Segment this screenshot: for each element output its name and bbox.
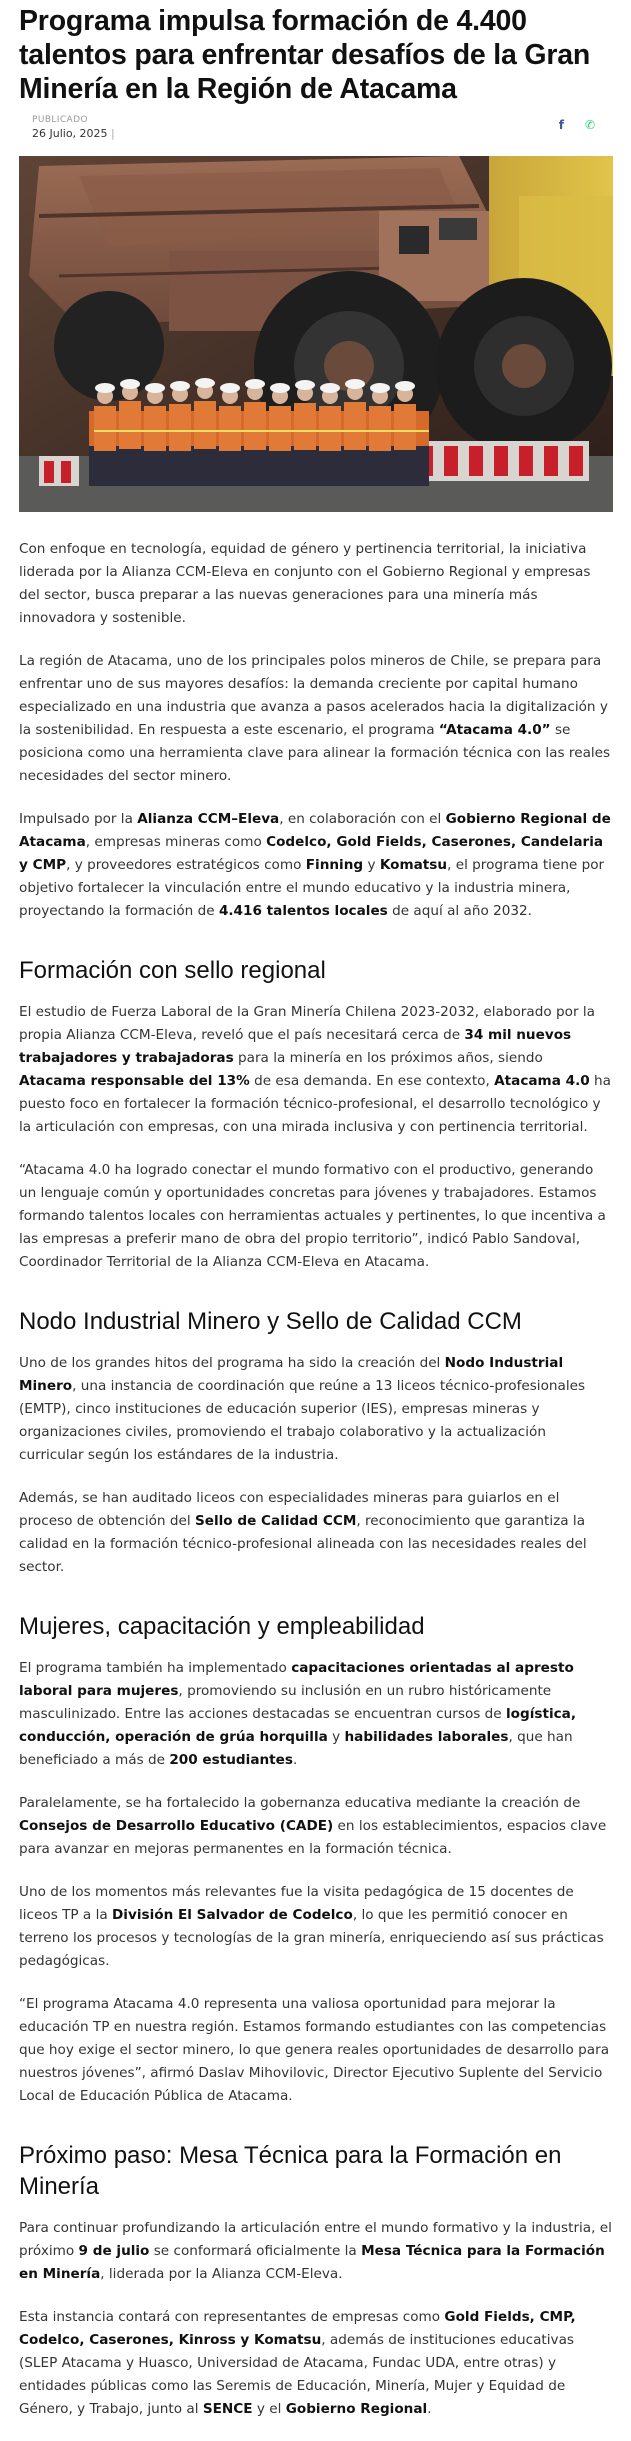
published-date [32,127,115,140]
paragraph-intro: Con enfoque en tecnología, equidad de género y pertinencia territorial, la iniciativa liderada por la Alianza CCM-Eleva en conjunto con el Gobierno Regional y empresas del sector, busca preparar a las nuevas generaciones para una minería más innovadora y sostenible. [19,541,591,626]
share-buttons [559,119,595,131]
article-title: Programa impulsa formación de 4.400 talentos para enfrentar desafíos de la Gran Minería en la Región de Atacama [19,5,591,105]
heading-nodo: Nodo Industrial Minero y Sello de Calidad CCM [19,1308,522,1335]
article-hero-image [19,156,613,512]
paragraph-estudio: El estudio de Fuerza Laboral de la Gran Minería Chilena 2023-2032, elaborado por la propia Alianza CCM-Eleva, reveló que el país necesitará cerca de 34 mil nuevos trabajadores y trabajadoras para la minería en los próximos años, siendo Atacama responsable del 13% de esa demanda. En ese contexto, Atacama 4.0 ha puesto foco en fortalecer la formación técnico-profesional, el desarrollo tecnológico y la articulación con empresas, con una mirada inclusiva y con pertinencia territorial. [19,1004,611,1135]
paragraph-capacitaciones: El programa también ha implementado capacitaciones orientadas al apresto laboral para mujeres, promoviendo su inclusión en un rubro históricamente masculinizado. Entre las acciones destacadas se encuentran cursos de logística, conducción, operación de grúa horquilla y habilidades laborales, que han beneficiado a más de 200 estudiantes. [19,1660,577,1768]
paragraph-mesa: Para continuar profundizando la articulación entre el mundo formativo y la industria, el próximo 9 de julio se conformará oficialmente la Mesa Técnica para la Formación en Minería, liderada por la Alianza CCM-Eleva. [19,2220,612,2282]
facebook-share-icon[interactable]: f [558,118,564,132]
paragraph-cade: Paralelamente, se ha fortalecido la gobernanza educativa mediante la creación de Consejos de Desarrollo Educativo (CADE) en los establecimientos, espacios clave para avanzar en mejoras permanentes en la formación técnica. [19,1795,607,1857]
heading-proximo: Próximo paso: Mesa Técnica para la Formación en Minería [19,2142,562,2200]
date-text: 26 Julio, 2025 [32,127,108,140]
paragraph-visita: Uno de los momentos más relevantes fue la visita pedagógica de 15 docentes de liceos TP a la División El Salvador de Codelco, lo que les permitió conocer en terreno los procesos y tecnologías de la gran minería, enriqueciendo así sus prácticas pedagógicas. [19,1884,604,1969]
paragraph-instancia: Esta instancia contará con representantes de empresas como Gold Fields, CMP, Codelco, Caserones, Kinross y Komatsu, además de instituciones educativas (SLEP Atacama y Huasco, Universidad de Atacama, Fundac UDA, entre otras) y entidades públicas como las Seremis de Educación, Minería, Mujer y Equidad de Género, y Trabajo, junto al SENCE y el Gobierno Regional. [19,2309,576,2417]
paragraph-sello: Además, se han auditado liceos con especialidades mineras para guiarlos en el proceso de obtención del Sello de Calidad CCM, reconocimiento que garantiza la calidad en la formación técnico-profesional alineada con las necesidades reales del sector. [19,1490,587,1575]
article-header [19,0,613,162]
whatsapp-share-icon[interactable]: ✆ [584,118,595,132]
paragraph-nodo: Uno de los grandes hitos del programa ha sido la creación del Nodo Industrial Minero, una instancia de coordinación que reúne a 13 liceos técnico-profesionales (EMTP), cinco instituciones de educación superior (IES), empresas mineras y organizaciones civiles, promoviendo el trabajo colaborativo y la actualización curricular según los estándares de la industria. [19,1355,586,1463]
paragraph-impulsado: Impulsado por la Alianza CCM–Eleva, en colaboración con el Gobierno Regional de Atacama, empresas mineras como Codelco, Gold Fields, Caserones, Candelaria y CMP, y proveedores estratégicos como Finning y Komatsu, el programa tiene por objetivo fortalecer la vinculación entre el mundo educativo y la industria minera, proyectando la formación de 4.416 talentos locales de aquí al año 2032. [19,811,611,919]
article-body [19,538,613,2441]
hero-photo-mining-truck-group [19,156,613,512]
heading-formacion: Formación con sello regional [19,957,326,984]
paragraph-quote-sandoval: “Atacama 4.0 ha logrado conectar el mundo formativo con el productivo, generando un lenguaje común y oportunidades concretas para jóvenes y trabajadores. Estamos formando talentos locales con herramientas actuales y pertinentes, lo que incentiva a las empresas a preferir mano de obra del propio territorio”, indicó Pablo Sandoval, Coordinador Territorial de la Alianza CCM-Eleva en Atacama. [19,1162,606,1270]
date-separator: | [111,127,115,140]
paragraph-quote-mihovilovic: “El programa Atacama 4.0 representa una valiosa oportunidad para mejorar la educación TP en nuestra región. Estamos formando estudiantes con las competencias que hoy exige el sector minero, lo que genera reales oportunidades de desarrollo para nuestros jóvenes”, afirmó Daslav Mihovilovic, Director Ejecutivo Suplente del Servicio Local de Educación Pública de Atacama. [19,1996,610,2104]
published-label: PUBLICADO [32,115,88,125]
heading-mujeres: Mujeres, capacitación y empleabilidad [19,1613,425,1640]
article-meta [19,106,613,162]
paragraph-region: La región de Atacama, uno de los principales polos mineros de Chile, se prepara para enfrentar uno de sus mayores desafíos: la demanda creciente por capital humano especializado en una industria que avanza a pasos acelerados hacia la digitalización y la sostenibilidad. En respuesta a este escenario, el programa “Atacama 4.0” se posiciona como una herramienta clave para alinear la formación técnica con las reales necesidades del sector minero. [19,653,611,784]
